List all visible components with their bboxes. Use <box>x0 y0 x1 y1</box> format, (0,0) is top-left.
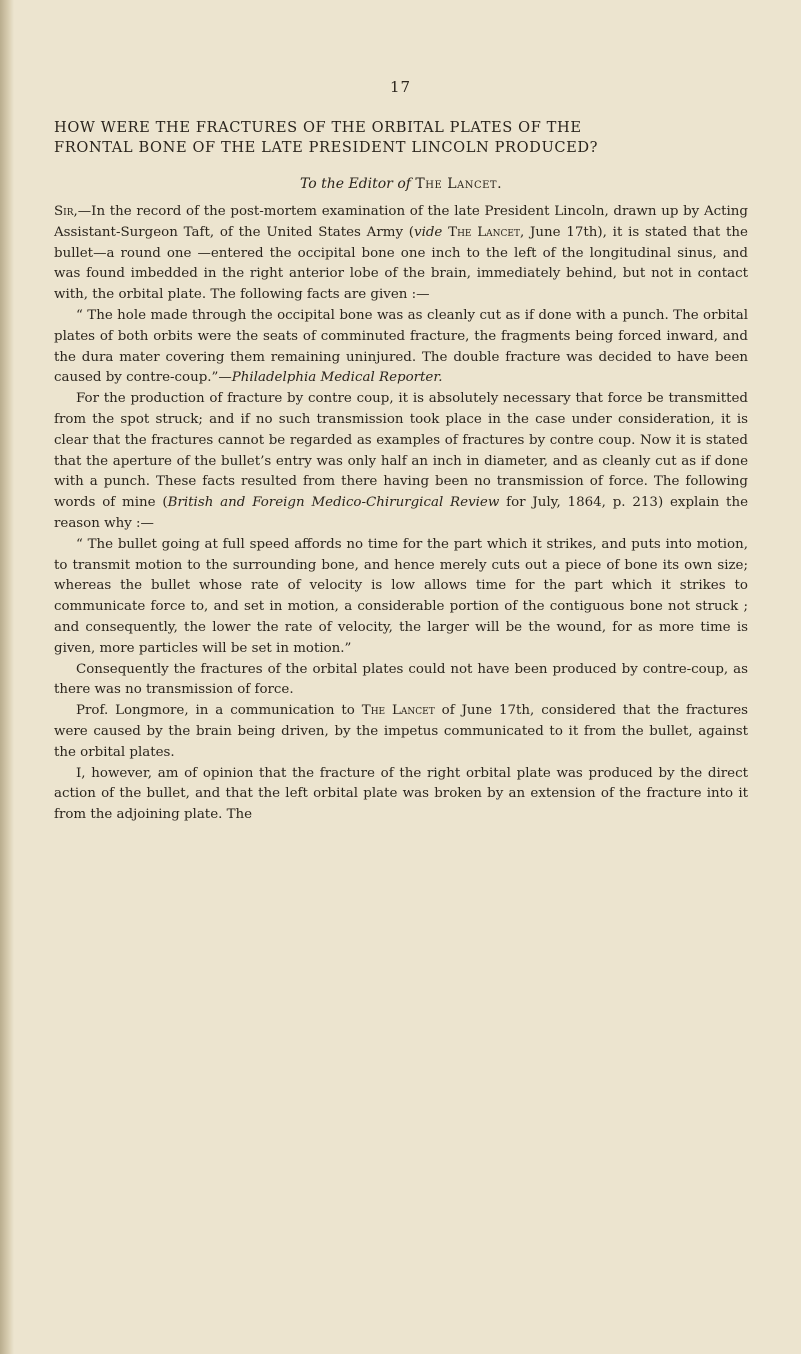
article-headline <box>54 118 748 158</box>
paragraph-1-text-b: , June 17th), it is stated that the bullet—a round one —entered the occipital bone one inch to the left of the longitudinal sinus, and was found imbedded in the right anterior lobe of the brain, immediately behind, but not in contact with, the orbital plate. The following facts are given :— <box>54 224 748 303</box>
paragraph-2-text: “ The hole made through the occipital bone was as cleanly cut as if done with a punch. The orbital plates of both orbits were the seats of comminuted fracture, the fragments being forced inward, and the dura mater covering them remaining uninjured. The double fracture was decided to have been caused by contre-coup.”— <box>54 307 748 386</box>
paragraph-3-text-a: For the production of fracture by contre coup, it is absolutely necessary that force be transmitted from the spot struck; and if no such transmission took place in the case under consideration, it is clear that the fractures cannot be regarded as examples of fractures by contre coup. Now it is stated that the aperture of the bullet’s entry was only half an inch in diameter, and as cleanly cut as if done with a punch. These facts resulted from there having been no transmission of force. The following words of mine ( <box>54 391 748 511</box>
paragraph-5-text: Consequently the fractures of the orbital plates could not have been produced by contre-coup, as there was no transmission of force. <box>54 661 748 698</box>
paragraph-6-text-a: Prof. Longmore, in a communication to <box>76 703 362 719</box>
paragraph-1 <box>54 202 748 306</box>
paragraph-1-text-a: —In the record of the post-mortem examination of the late President Lincoln, drawn up by Acting Assistant-Surgeon Taft, of the United States Army ( <box>54 204 748 240</box>
paragraph-6-text-b: of June 17th, considered that the fractures were caused by the brain being driven, by the impetus communicated to it from the bullet, against the orbital plates. <box>54 703 748 760</box>
paragraph-7 <box>54 764 748 826</box>
addressee-prefix: To the Editor of <box>299 176 416 192</box>
paragraph-2-quote <box>54 306 748 389</box>
page-binding-edge <box>0 0 14 1354</box>
addressee-line <box>54 176 748 192</box>
paragraph-5 <box>54 660 748 702</box>
paragraph-6-journal: The Lancet <box>361 703 435 719</box>
article <box>54 118 748 826</box>
salutation: Sir, <box>54 204 78 219</box>
page-number: 17 <box>389 78 412 96</box>
headline-line-2: FRONTAL BONE OF THE LATE PRESIDENT LINCOLN PRODUCED? <box>54 139 599 156</box>
paragraph-1-journal: The Lancet <box>448 224 521 240</box>
paragraph-1-vide: vide <box>414 224 443 240</box>
headline-line-1: HOW WERE THE FRACTURES OF THE ORBITAL PLATES OF THE <box>54 119 582 136</box>
paragraph-3 <box>54 389 748 535</box>
paragraph-3-text-b: for July, 1864, p. 213) explain the reason why :— <box>54 495 748 531</box>
paragraph-2-source: Philadelphia Medical Reporter. <box>231 370 443 386</box>
paragraph-4-text: “ The bullet going at full speed affords no time for the part which it strikes, and puts into motion, to transmit motion to the surrounding bone, and hence merely cuts out a piece of bone its own size; whereas the bullet whose rate of velocity is low allows time for the part which it strikes to communicate force to, and set in motion, a considerable portion of the contiguous bone not struck ; and consequently, the lower the rate of velocity, the larger will be the wound, for as more time is given, more particles will be set in motion.” <box>54 536 748 656</box>
paragraph-7-text: I, however, am of opinion that the fracture of the right orbital plate was produced by the direct action of the bullet, and that the left orbital plate was broken by an extension of the fracture into it from the adjoining plate. The <box>54 765 748 823</box>
paragraph-6 <box>54 701 748 763</box>
paragraph-3-source: British and Foreign Medico-Chirurgical Review <box>167 495 500 511</box>
addressee-journal: The Lancet. <box>415 176 503 192</box>
paragraph-4-quote <box>54 535 748 660</box>
